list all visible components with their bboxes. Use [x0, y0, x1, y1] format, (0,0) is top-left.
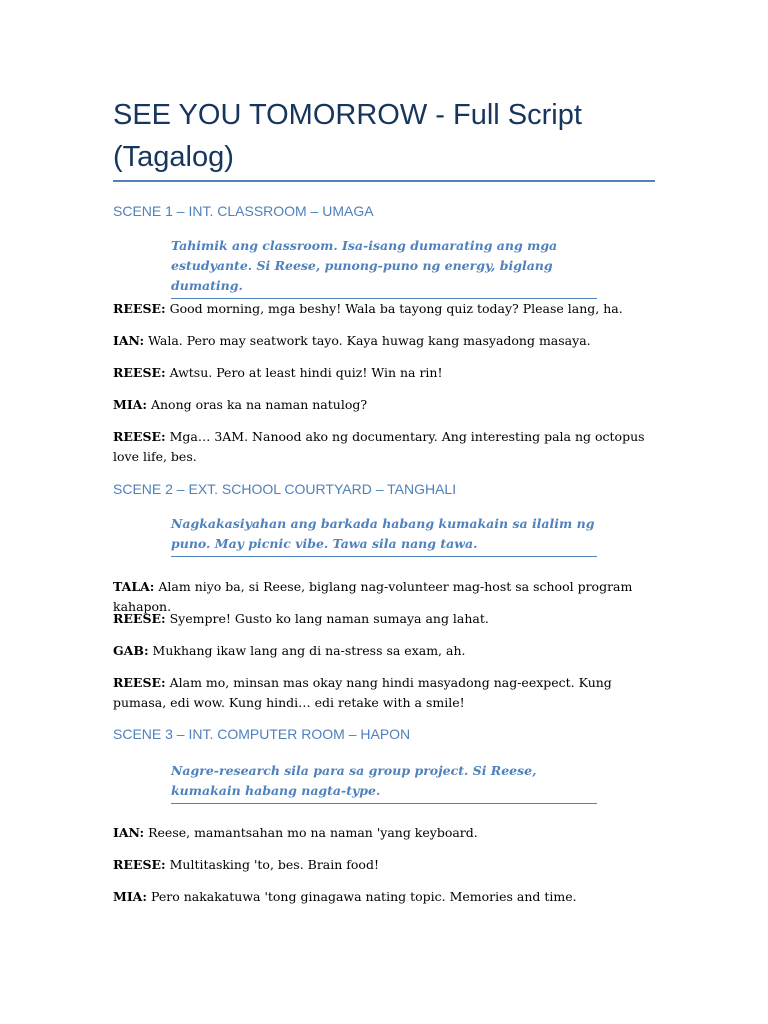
dialogue-text: Good morning, mga beshy! Wala ba tayong quiz today? Please lang, ha.	[165, 301, 623, 316]
dialogue-text: Syempre! Gusto ko lang naman sumaya ang lahat.	[165, 611, 489, 626]
speaker-name: MIA:	[113, 889, 147, 904]
speaker-name: REESE:	[113, 301, 166, 316]
dialogue-text: Mukhang ikaw lang ang di na-stress sa exam, ah.	[148, 643, 466, 658]
dialogue-text: Alam niyo ba, si Reese, biglang nag-volunteer mag-host sa school program kahapon.	[113, 579, 633, 614]
dialogue-text: Awtsu. Pero at least hindi quiz! Win na rin!	[165, 365, 443, 380]
dialogue-line	[113, 331, 658, 351]
scene-3-heading: SCENE 3 – INT. COMPUTER ROOM – HAPON	[113, 726, 411, 742]
speaker-name: REESE:	[113, 365, 166, 380]
dialogue-text: Mga… 3AM. Nanood ako ng documentary. Ang interesting pala ng octopus love life, bes.	[113, 429, 645, 464]
dialogue-line	[113, 363, 658, 383]
dialogue-text: Pero nakakatuwa 'tong ginagawa nating topic. Memories and time.	[147, 889, 577, 904]
dialogue-text: Multitasking 'to, bes. Brain food!	[165, 857, 379, 872]
dialogue-text: Wala. Pero may seatwork tayo. Kaya huwag kang masyadong masaya.	[144, 333, 591, 348]
speaker-name: REESE:	[113, 857, 166, 872]
dialogue-line	[113, 609, 658, 629]
dialogue-line	[113, 427, 658, 466]
speaker-name: REESE:	[113, 429, 166, 444]
scene-2-direction: Nagkakasiyahan ang barkada habang kumakain sa ilalim ng puno. May picnic vibe. Tawa sila nang tawa.	[171, 514, 597, 557]
dialogue-text: Anong oras ka na naman natulog?	[147, 397, 368, 412]
dialogue-line	[113, 887, 658, 907]
dialogue-line	[113, 823, 658, 843]
document-title: SEE YOU TOMORROW - Full Script (Tagalog)	[113, 99, 582, 173]
dialogue-line	[113, 673, 658, 712]
dialogue-line	[113, 855, 658, 875]
speaker-name: IAN:	[113, 333, 145, 348]
speaker-name: REESE:	[113, 611, 166, 626]
speaker-name: TALA:	[113, 579, 155, 594]
speaker-name: REESE:	[113, 675, 166, 690]
speaker-name: GAB:	[113, 643, 149, 658]
title-underline	[113, 180, 655, 182]
scene-1-heading: SCENE 1 – INT. CLASSROOM – UMAGA	[113, 203, 374, 219]
scene-1-direction: Tahimik ang classroom. Isa-isang dumarating ang mga estudyante. Si Reese, punong-puno ng energy, biglang dumating.	[171, 236, 597, 299]
speaker-name: IAN:	[113, 825, 145, 840]
dialogue-line	[113, 395, 658, 415]
scene-2-heading: SCENE 2 – EXT. SCHOOL COURTYARD – TANGHALI	[113, 481, 457, 497]
dialogue-text: Reese, mamantsahan mo na naman 'yang keyboard.	[144, 825, 478, 840]
dialogue-line	[113, 299, 658, 319]
scene-3-direction: Nagre-research sila para sa group project. Si Reese, kumakain habang nagta-type.	[171, 761, 597, 804]
dialogue-text: Alam mo, minsan mas okay nang hindi masyadong nag-eexpect. Kung pumasa, edi wow. Kung hindi… edi retake with a smile!	[113, 675, 612, 710]
dialogue-line	[113, 641, 658, 661]
speaker-name: MIA:	[113, 397, 147, 412]
